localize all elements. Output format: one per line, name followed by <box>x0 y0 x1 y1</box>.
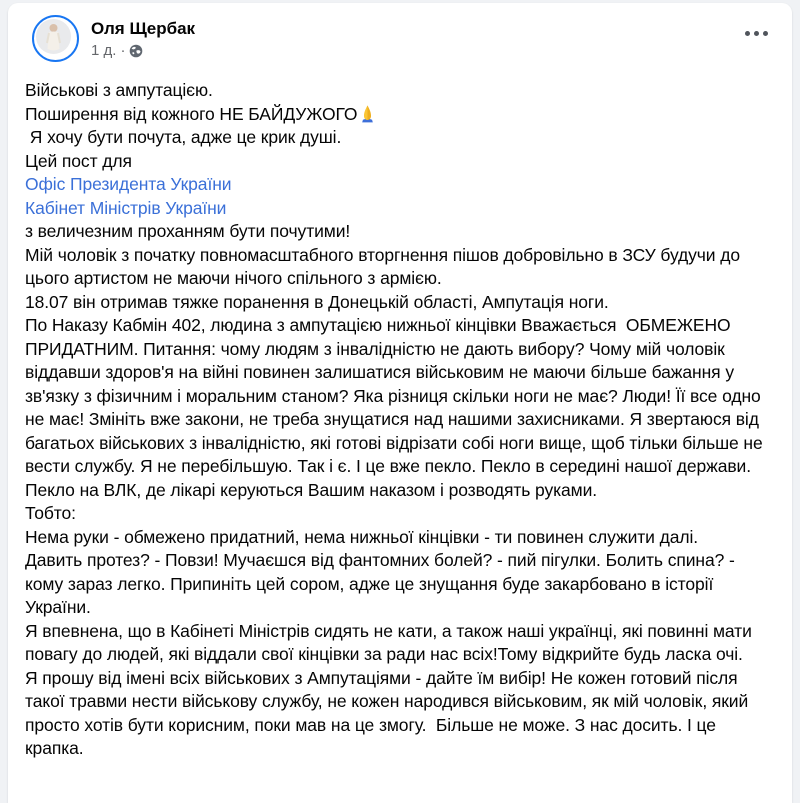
folded-hands-emoji <box>358 104 377 123</box>
post-paragraph: Я хочу бути почута, адже це крик душі. <box>25 127 342 147</box>
post-paragraph: Поширення від кожного НЕ БАЙДУЖОГО <box>25 103 770 127</box>
post-paragraph: Я прошу від імені всіх військових з Ампутаціями - дайте їм вибір! Не кожен готовий після такої травми нести військову службу, не кожен народився військовим, як мій чоловік, який просто хотів бути корисним, поки мав на це змогу. Більше не може. З нас досить. І це крапка. <box>25 667 753 758</box>
avatar[interactable] <box>32 15 79 62</box>
post-menu-button[interactable] <box>739 25 774 42</box>
post-card <box>8 3 792 803</box>
post-text <box>8 62 792 761</box>
post-paragraph: Нема руки - обмежено придатний, нема нижньої кінцівки - ти повинен служити далі. <box>25 526 699 547</box>
meta-separator: · <box>120 42 126 59</box>
globe-privacy-icon <box>129 44 143 58</box>
author-name[interactable]: Оля Щербак <box>91 19 196 38</box>
entity-link[interactable]: Офіс Президента України <box>25 174 232 194</box>
header-info <box>91 15 195 60</box>
post-paragraph: Тобто: <box>25 503 76 523</box>
post-header <box>8 3 792 62</box>
post-paragraph: Військові з ампутацією. <box>25 80 213 100</box>
post-paragraph: По Наказу Кабмін 402, людина з ампутацією нижньої кінцівки Вважається ОБМЕЖЕНО ПРИДАТНИМ. Питання: чому людям з інвалідністю не дають вибору? Чому мій чоловік віддавши здоров'я на війні повинен залишатися військовим не маючи більше бажання у зв'язку з фізичним і моральним станом? Яка різниця скільки ноги не має? Люди! Її все одно не має! Змініть вже закони, не треба знущатися над нашими захисниками. Я звертаюся від багатьох військових з інвалідністю, які готові відрізати собі ноги вище, щоб тільки більше не вести службу. Я не перебільшую. Так і є. І це вже пекло. Пекло в середині нашої держави. Пекло на ВЛК, де лікарі керуються Вашим наказом і розводять руками. <box>25 315 768 500</box>
avatar-photo <box>36 19 71 54</box>
post-paragraph: Давить протез? - Повзи! Мучаєшся від фантомних болей? - пий пігулки. Болить спина? - кому зараз легко. Припиніть цей сором, адже це знущання буде закарбовано в історії України. <box>25 550 740 617</box>
post-paragraph: 18.07 він отримав тяжке поранення в Донецькій області, Ампутація ноги. <box>25 291 609 312</box>
post-paragraph: Цей пост для <box>25 150 132 171</box>
post-meta <box>91 42 195 60</box>
timestamp[interactable]: 1 д. <box>91 42 117 59</box>
post-paragraph: Я впевнена, що в Кабінеті Міністрів сидять не кати, а також наші українці, які повинні мати повагу до людей, які віддали свої кінцівки за ради нас всіх!Тому відкрийте будь ласка очі. <box>25 620 757 664</box>
person-figure <box>36 19 71 54</box>
entity-link[interactable]: Кабінет Міністрів України <box>25 197 227 218</box>
ellipsis-icon <box>754 31 759 36</box>
ellipsis-icon <box>745 31 750 36</box>
post-paragraph: Мій чоловік з початку повномасштабного вторгнення пішов добровільно в ЗСУ будучи до цього артистом не маючи нічого спільного з армією. <box>25 244 745 288</box>
ellipsis-icon <box>763 31 768 36</box>
post-paragraph: з величезним проханням бути почутими! <box>25 221 351 241</box>
